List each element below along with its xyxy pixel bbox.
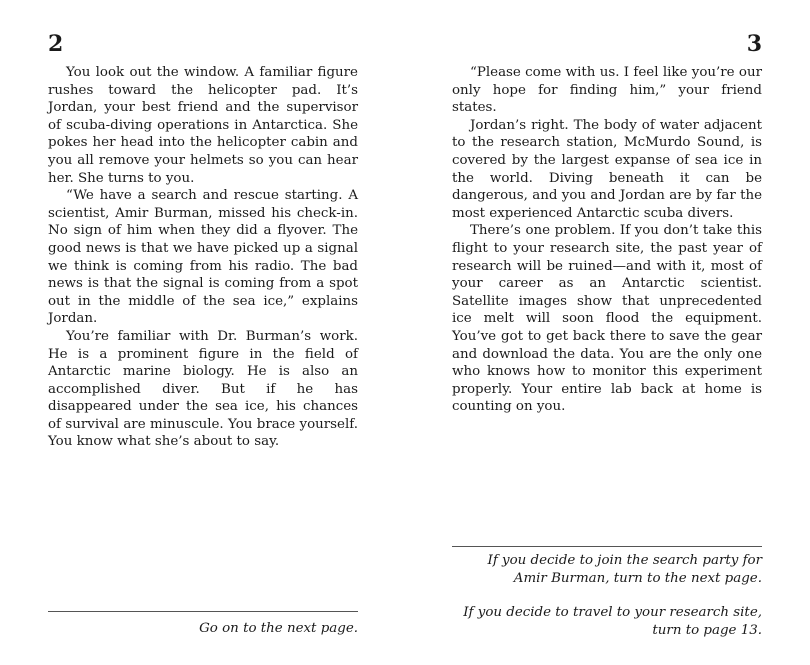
paragraph: “Please come with us. I feel like you’re our only hope for finding him,” your friend states.	[452, 65, 762, 116]
footer-divider	[48, 611, 358, 612]
choices-footer	[452, 546, 762, 640]
choice-research-site: If you decide to travel to your research site, turn to page 13.	[463, 605, 762, 638]
story-text	[48, 64, 358, 451]
page-footer	[48, 611, 358, 638]
story-text	[452, 64, 762, 416]
footer-divider	[452, 546, 762, 547]
paragraph: “We have a search and rescue starting. A scientist, Amir Burman, missed his check-in. No sign of him when they did a flyover. The good news is that we have picked up a signal we think is coming from his radio. The bad news is that the signal is coming from a spot out in the middle of the sea ice,” explains Jordan.	[48, 188, 358, 327]
page-number: 3	[746, 31, 762, 57]
paragraph: You’re familiar with Dr. Burman’s work. He is a prominent figure in the field of Antarctic marine biology. He is also an accomplished diver. But if he has disappeared under the sea ice, his chances of survival are minuscule. You brace yourself. You know what she’s about to say.	[48, 328, 358, 450]
next-page-instruction: Go on to the next page.	[199, 621, 358, 636]
paragraph: Jordan’s right. The body of water adjacent to the research station, McMurdo Sound, is covered by the largest expanse of sea ice in the world. Diving beneath it can be dangerous, and you and Jordan are by far the most experienced Antarctic scuba divers.	[452, 117, 762, 221]
choice-join-search: If you decide to join the search party for Amir Burman, turn to the next page.	[487, 553, 762, 586]
paragraph: You look out the window. A familiar figure rushes toward the helicopter pad. It’s Jordan, your best friend and the supervisor of scuba-diving operations in Antarctica. She pokes her head into the helicopter cabin and you all remove your helmets so you can hear her. She turns to you.	[48, 65, 358, 186]
page-number: 2	[48, 31, 64, 57]
paragraph: There’s one problem. If you don’t take this flight to your research site, the past year of research will be ruined—and with it, most of your career as an Antarctic scientist. Satellite images show that unprecedented ice melt will soon flood the equipment. You’ve got to get back there to save the gear and download the data. You are the only one who knows how to monitor this experiment properly. Your entire lab back at home is counting on you.	[452, 223, 762, 415]
